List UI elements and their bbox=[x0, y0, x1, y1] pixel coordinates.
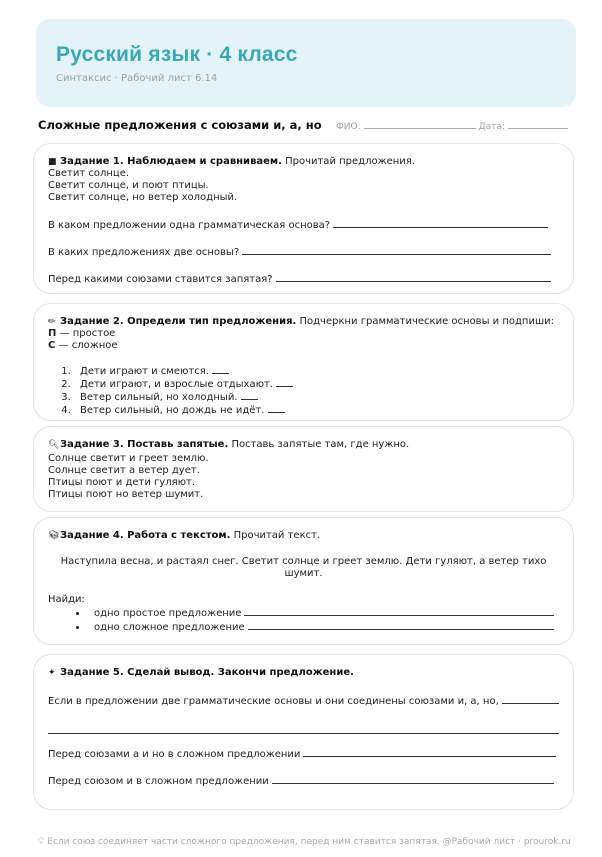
list-item: • одно сложное предложение bbox=[88, 620, 559, 634]
find-label: Найди: bbox=[48, 594, 85, 605]
legend-simple: П — простое bbox=[48, 328, 116, 339]
statement-3: Перед союзом и в сложном предложении bbox=[48, 774, 554, 788]
list-item: 2. Дети играют, и взрослые отдыхают. bbox=[74, 378, 559, 391]
answer-field[interactable] bbox=[212, 365, 229, 374]
question-1: В каком предложении одна грамматическая основа? bbox=[48, 218, 548, 232]
legend-complex: С — сложное bbox=[48, 340, 118, 351]
task-2-heading: ✏ Задание 2. Определи тип предложения. Подчеркни грамматические основы и подпиши: bbox=[48, 316, 554, 327]
list-item: 3. Ветер сильный, но холодный. bbox=[74, 391, 559, 404]
task-3-card bbox=[33, 426, 574, 512]
question-3: Перед какими союзами ставится запятая? bbox=[48, 272, 551, 286]
subject-title: Русский язык · 4 класс bbox=[56, 43, 298, 66]
worksheet-title: Сложные предложения с союзами и, а, но bbox=[38, 118, 322, 132]
answer-field[interactable] bbox=[272, 774, 554, 784]
task-2-card bbox=[33, 303, 574, 421]
footer-text: Если союз соединяет части сложного предложения, перед ним ставится запятая. @Рабочий лист · prourok.ru bbox=[47, 837, 571, 847]
list-item: 1. Дети играют и смеются. bbox=[74, 365, 559, 378]
task-4-instruction: Прочитай текст. bbox=[233, 530, 321, 541]
worksheet-header bbox=[36, 19, 576, 107]
answer-field[interactable] bbox=[241, 391, 258, 400]
name-label: ФИО: bbox=[336, 122, 361, 132]
answer-field[interactable] bbox=[333, 218, 548, 228]
find-list bbox=[88, 606, 559, 634]
lightbulb-icon: 💡︎ bbox=[38, 837, 45, 847]
footer-tip bbox=[38, 837, 571, 847]
task-3-heading: 🔍︎Задание 3. Поставь запятые. Поставь запятые там, где нужно. bbox=[48, 439, 410, 450]
task-5-heading: ✦ Задание 5. Сделай вывод. Закончи предложение. bbox=[48, 667, 354, 678]
worksheet-subtitle: Синтаксис · Рабочий лист 6.14 bbox=[56, 73, 218, 84]
task-5-card bbox=[33, 654, 574, 810]
book-icon: ■ bbox=[48, 157, 57, 167]
task-1-heading: ■ Задание 1. Наблюдаем и сравниваем. Прочитай предложения. bbox=[48, 156, 415, 167]
sentence: Светит солнце. bbox=[48, 168, 130, 179]
sentence: Птицы поют но ветер шумит. bbox=[48, 489, 204, 500]
sentence: Светит солнце, и поют птицы. bbox=[48, 180, 209, 191]
answer-field[interactable] bbox=[276, 272, 551, 282]
answer-field[interactable] bbox=[244, 606, 554, 616]
answer-field[interactable] bbox=[242, 245, 551, 255]
name-field[interactable] bbox=[364, 119, 476, 129]
date-label: Дата: bbox=[478, 122, 505, 132]
sentence-list bbox=[74, 365, 559, 417]
answer-field[interactable] bbox=[303, 747, 556, 757]
sentence: Солнце светит а ветер дует. bbox=[48, 465, 200, 476]
statement-2: Перед союзами а и но в сложном предложении bbox=[48, 747, 556, 761]
task-2-instruction: Подчеркни грамматические основы и подпиши: bbox=[299, 316, 554, 327]
student-meta bbox=[336, 119, 568, 132]
answer-field[interactable] bbox=[268, 404, 285, 413]
sentence: Солнце светит и греет землю. bbox=[48, 453, 209, 464]
list-item: • одно простое предложение bbox=[88, 606, 559, 620]
answer-field[interactable] bbox=[248, 620, 554, 630]
list-item: 4. Ветер сильный, но дождь не идёт. bbox=[74, 404, 559, 417]
task-4-card bbox=[33, 517, 574, 645]
statement-1: Если в предложении две грамматические основы и они соединены союзами и, а, но, bbox=[48, 694, 559, 708]
answer-field-continuation[interactable] bbox=[48, 722, 559, 734]
answer-field[interactable] bbox=[276, 378, 293, 387]
task-4-heading: 📚︎Задание 4. Работа с текстом. Прочитай текст. bbox=[48, 530, 321, 541]
sentence: Птицы поют и дети гуляют. bbox=[48, 477, 196, 488]
date-field[interactable] bbox=[508, 119, 568, 129]
task-1-instruction: Прочитай предложения. bbox=[285, 156, 415, 167]
worksheet-topline bbox=[38, 118, 568, 134]
task-3-instruction: Поставь запятые там, где нужно. bbox=[231, 439, 410, 450]
books-icon: 📚︎ bbox=[48, 531, 60, 541]
question-2: В каких предложениях две основы? bbox=[48, 245, 551, 259]
reading-text: Наступила весна, и растаял снег. Светит солнце и греет землю. Дети гуляют, а ветер тихо шумит. bbox=[60, 556, 547, 579]
answer-field[interactable] bbox=[502, 694, 559, 704]
task-1-card bbox=[33, 143, 574, 294]
magnifier-icon: 🔍︎ bbox=[48, 440, 60, 450]
pencil-icon: ✏ bbox=[48, 317, 56, 327]
sparkles-icon: ✦ bbox=[48, 668, 56, 678]
sentence: Светит солнце, но ветер холодный. bbox=[48, 192, 238, 203]
